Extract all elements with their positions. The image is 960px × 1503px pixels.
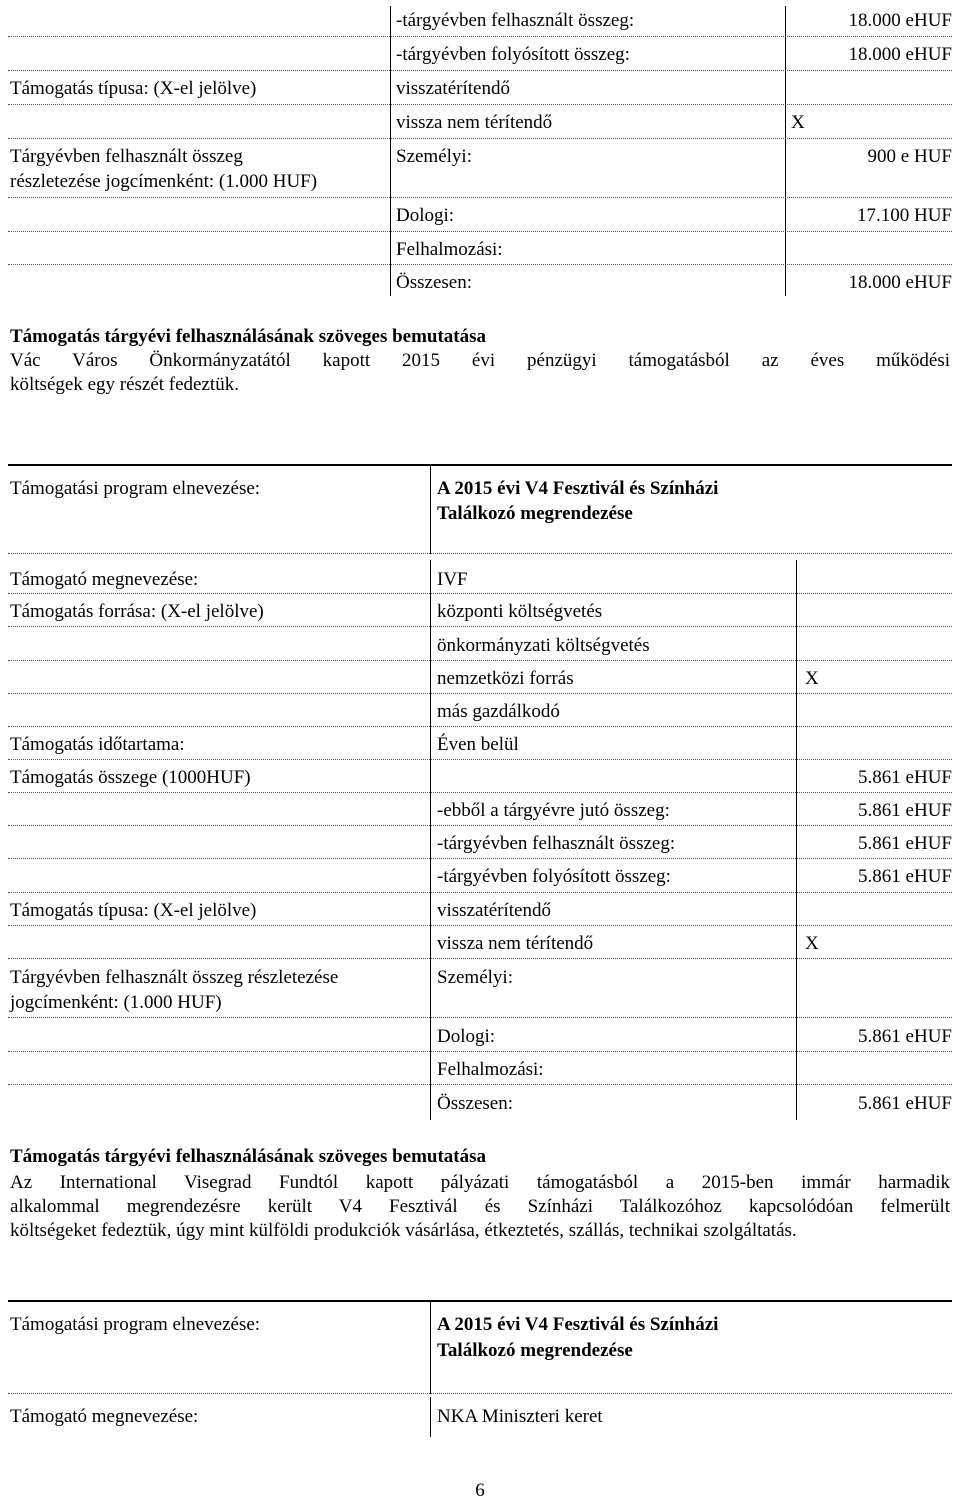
program-name: A 2015 évi V4 Fesztivál és Színházi	[437, 1314, 719, 1335]
row-label: más gazdálkodó	[437, 701, 560, 722]
dotted-rule	[8, 759, 952, 760]
column-divider	[390, 6, 391, 296]
row-label: nemzetközi forrás	[437, 668, 574, 689]
description-title: Támogatás tárgyévi felhasználásának szöveges bemutatása	[10, 326, 487, 347]
dotted-rule	[8, 553, 952, 554]
row-label: Összesen:	[437, 1093, 513, 1114]
dotted-rule	[8, 1084, 952, 1085]
dotted-rule	[8, 858, 952, 859]
dotted-rule	[8, 792, 952, 793]
dotted-rule	[8, 726, 952, 727]
row-label: központi költségvetés	[437, 601, 603, 622]
dotted-rule	[8, 825, 952, 826]
row-value: 5.861 eHUF	[858, 1026, 952, 1047]
row-label: -tárgyévben folyósított összeg:	[396, 44, 630, 65]
dotted-rule	[8, 593, 952, 594]
description-line: Vác Város Önkormányzatától kapott 2015 évi pénzügyi támogatásból az éves működési	[10, 350, 950, 371]
row-value: 18.000 eHUF	[848, 44, 952, 65]
dotted-rule	[8, 660, 952, 661]
column-divider	[430, 464, 431, 554]
row-label: önkormányzati költségvetés	[437, 635, 650, 656]
row-label: visszatérítendő	[396, 78, 510, 99]
column-divider	[430, 1300, 431, 1394]
row-value: 18.000 eHUF	[848, 272, 952, 293]
x-mark: X	[805, 668, 819, 689]
description-title: Támogatás tárgyévi felhasználásának szöveges bemutatása	[10, 1146, 487, 1167]
column-divider	[430, 1397, 431, 1437]
row-label: vissza nem térítendő	[437, 933, 594, 954]
row-value: 5.861 eHUF	[858, 767, 952, 788]
dotted-rule	[8, 104, 952, 105]
row-label: -tárgyévben felhasznált összeg:	[437, 833, 676, 854]
dotted-rule	[8, 197, 952, 198]
dotted-rule	[8, 231, 952, 232]
row-value: 5.861 eHUF	[858, 800, 952, 821]
row-heading: Támogatás típusa: (X-el jelölve)	[10, 78, 257, 99]
dotted-rule	[8, 958, 952, 959]
x-mark: X	[805, 933, 819, 954]
description-line: költségeket fedeztük, úgy mint külföldi produkciók vásárlása, étkeztetés, szállás, technikai szolgáltatás.	[10, 1220, 797, 1241]
row-heading: Támogatás típusa: (X-el jelölve)	[10, 900, 257, 921]
row-heading: Tárgyévben felhasznált összeg részletezése	[10, 967, 339, 988]
row-heading: Tárgyévben felhasznált összeg	[10, 146, 243, 167]
row-label: visszatérítendő	[437, 900, 551, 921]
row-heading: Támogatás összege (1000HUF)	[10, 767, 251, 788]
row-label: Személyi:	[437, 967, 513, 988]
program-label: Támogatási program elnevezése:	[10, 1314, 261, 1335]
column-divider	[430, 560, 431, 1120]
row-heading: Támogatás forrása: (X-el jelölve)	[10, 601, 264, 622]
row-value: 17.100 HUF	[856, 205, 952, 226]
dotted-rule	[8, 138, 952, 139]
dotted-rule	[8, 36, 952, 37]
section-rule	[8, 464, 952, 466]
row-label: Felhalmozási:	[437, 1059, 544, 1080]
dotted-rule	[8, 264, 952, 265]
row-heading: Támogató megnevezése:	[10, 569, 199, 590]
page-number: 6	[475, 1480, 485, 1501]
description-text	[10, 349, 950, 397]
program-name: A 2015 évi V4 Fesztivál és Színházi	[437, 478, 719, 499]
row-value: 5.861 eHUF	[858, 833, 952, 854]
dotted-rule	[8, 626, 952, 627]
row-label: Dologi:	[396, 205, 455, 226]
row-label: Dologi:	[437, 1026, 496, 1047]
dotted-rule	[8, 1017, 952, 1018]
row-value: 5.861 eHUF	[858, 866, 952, 887]
row-value: 5.861 eHUF	[858, 1093, 952, 1114]
row-label: -ebből a tárgyévre jutó összeg:	[437, 800, 670, 821]
row-label: -tárgyévben folyósított összeg:	[437, 866, 671, 887]
dotted-rule	[8, 70, 952, 71]
dotted-rule	[8, 925, 952, 926]
row-label: Éven belül	[437, 734, 519, 755]
row-heading: részletezése jogcímenként: (1.000 HUF)	[10, 171, 318, 192]
description-line: költségek egy részét fedeztük.	[10, 374, 239, 395]
description-line: alkalommal megrendezésre került V4 Fesztivál és Színházi Találkozóhoz kapcsolódóan felmerült	[10, 1196, 950, 1217]
row-label: Összesen:	[396, 272, 472, 293]
row-value: 18.000 eHUF	[848, 10, 952, 31]
row-label: -tárgyévben felhasznált összeg:	[396, 10, 635, 31]
column-divider	[796, 560, 797, 1120]
row-label: IVF	[437, 569, 468, 590]
supporter-label: Támogató megnevezése:	[10, 1406, 199, 1427]
description-line: Az International Visegrad Fundtól kapott pályázati támogatásból a 2015-ben immár harmadik	[10, 1172, 950, 1193]
column-divider	[785, 6, 786, 296]
row-label: Személyi:	[396, 146, 472, 167]
x-mark: X	[791, 112, 805, 133]
row-heading: Támogatás időtartama:	[10, 734, 185, 755]
program-name: Találkozó megrendezése	[437, 503, 633, 524]
row-label: vissza nem térítendő	[396, 112, 553, 133]
program-label: Támogatási program elnevezése:	[10, 478, 261, 499]
dotted-rule	[8, 693, 952, 694]
row-label: Felhalmozási:	[396, 239, 503, 260]
row-value: 900 e HUF	[867, 146, 952, 167]
dotted-rule	[8, 1393, 952, 1394]
supporter-value: NKA Miniszteri keret	[437, 1406, 603, 1427]
description-text	[10, 1171, 950, 1243]
section-rule	[8, 1300, 952, 1302]
dotted-rule	[8, 892, 952, 893]
program-name: Találkozó megrendezése	[437, 1340, 633, 1361]
row-heading: jogcímenként: (1.000 HUF)	[10, 992, 222, 1013]
dotted-rule	[8, 1051, 952, 1052]
